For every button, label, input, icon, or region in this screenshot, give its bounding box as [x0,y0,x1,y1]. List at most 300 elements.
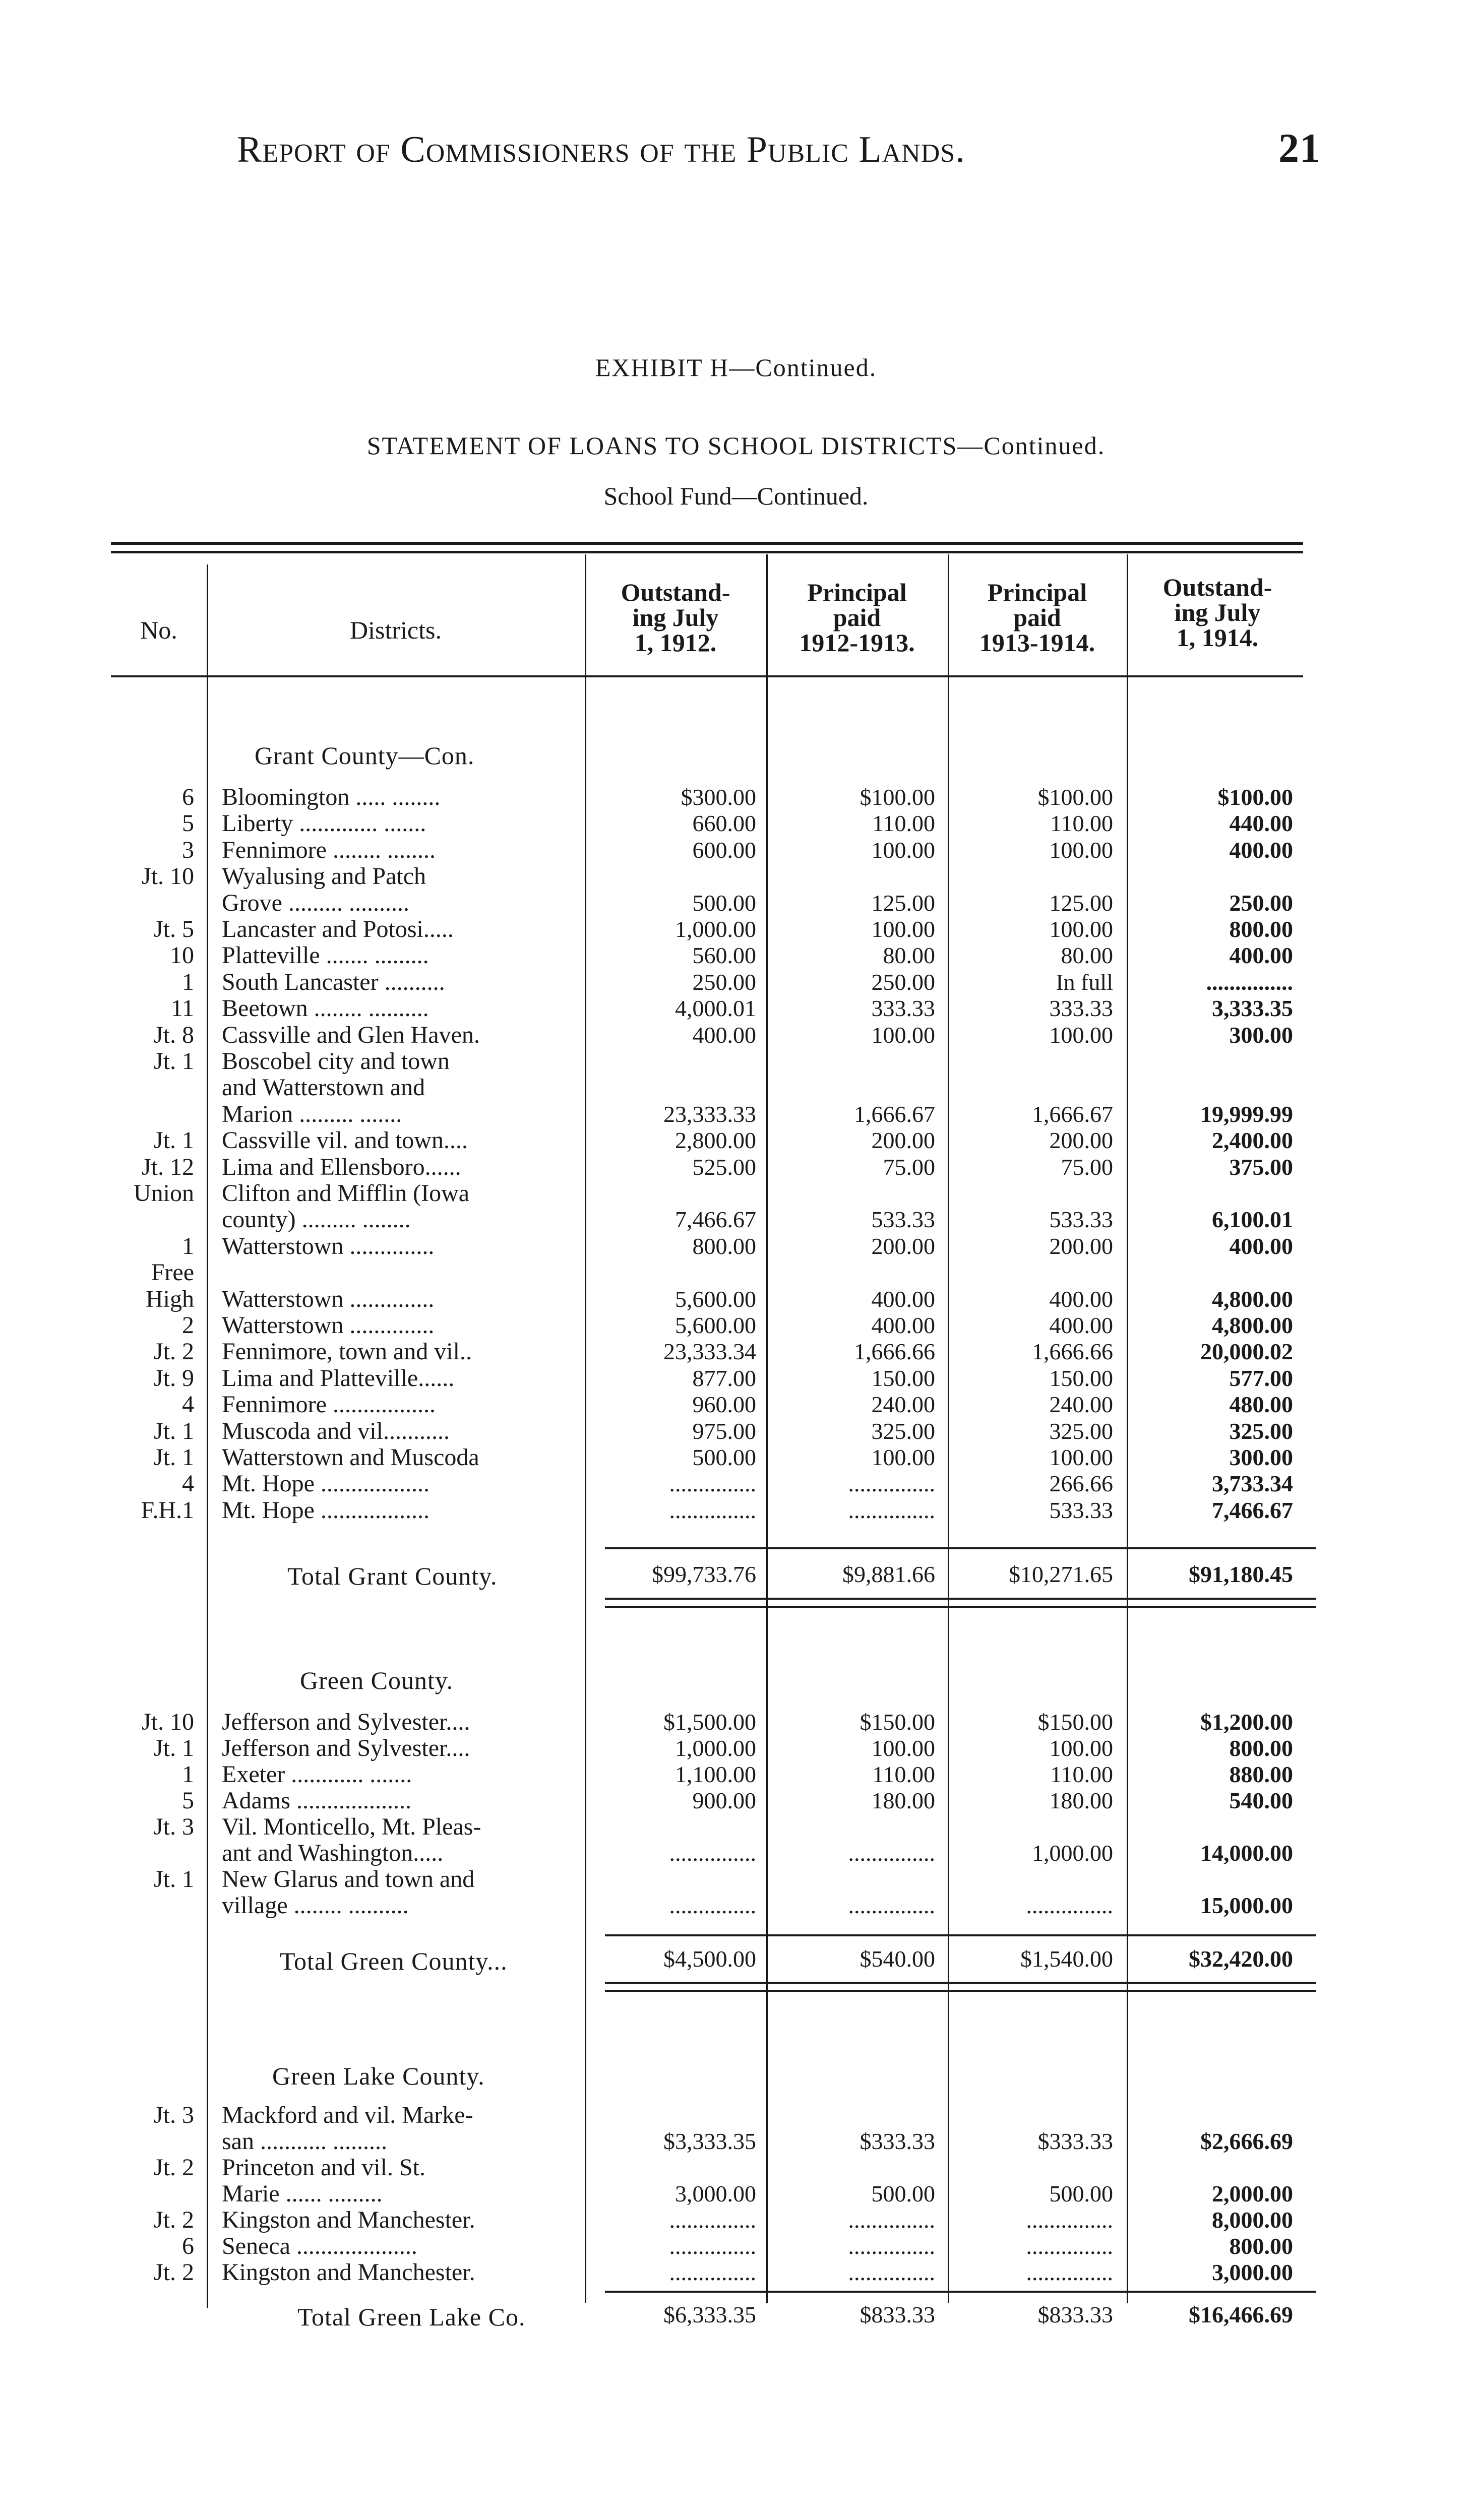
row-district: county) ......... ........ [222,1206,411,1233]
row-paid-1913-1914: $100.00 [1037,784,1113,810]
row-paid-1913-1914: 500.00 [1049,2181,1113,2207]
row-district: Kingston and Manchester. [222,2207,475,2233]
row-outstanding-1912: 1,100.00 [675,1761,756,1787]
row-number: 11 [170,995,194,1022]
row-paid-1912-1913: 100.00 [871,1444,935,1470]
row-district: Kingston and Manchester. [222,2259,475,2286]
row-number: Jt. 10 [141,1709,194,1735]
row-outstanding-1912: ............... [669,1471,756,1497]
row-outstanding-1912: ............... [669,2259,756,2285]
row-paid-1913-1914: 100.00 [1049,1022,1113,1048]
row-outstanding-1914: 4,800.00 [1212,1312,1293,1338]
table-row [0,1312,1472,1339]
header-outstanding-1912-l1: Outstand- [621,578,730,606]
header-outstanding-1912-l2: ing July [632,603,719,632]
row-district: Cassville and Glen Haven. [222,1021,480,1048]
row-district: New Glarus and town and [222,1866,475,1893]
row-district: Marion ......... ....... [222,1100,402,1127]
row-paid-1913-1914: 1,000.00 [1032,1840,1113,1866]
green-total-row [0,1945,1472,1973]
row-number: 5 [182,1787,194,1814]
row-paid-1912-1913: 1,666.67 [854,1101,935,1127]
row-outstanding-1912: $3,333.35 [663,2128,756,2154]
row-paid-1913-1914: 325.00 [1049,1418,1113,1444]
row-paid-1912-1913: 325.00 [871,1418,935,1444]
row-paid-1912-1913: 100.00 [871,916,935,942]
row-outstanding-1914: 250.00 [1229,890,1293,916]
green-total-v3: $1,540.00 [1020,1946,1113,1972]
row-district: village ........ .......... [222,1892,409,1919]
row-district: South Lancaster .......... [222,968,445,995]
header-principal-1912-1913 [766,580,948,655]
table-row [0,1180,1472,1207]
row-paid-1913-1914: 100.00 [1049,916,1113,942]
row-outstanding-1914: 3,733.34 [1212,1471,1293,1497]
row-district: Lancaster and Potosi..... [222,916,454,942]
row-outstanding-1912: 23,333.33 [663,1101,756,1127]
row-district: Watterstown .............. [222,1232,435,1259]
row-paid-1913-1914: 100.00 [1049,1444,1113,1470]
table-row [0,784,1472,811]
row-number: F.H.1 [141,1496,194,1524]
header-rule [111,675,1303,677]
row-paid-1912-1913: 150.00 [871,1365,935,1391]
row-outstanding-1912: 600.00 [692,837,756,863]
row-outstanding-1914: 800.00 [1229,916,1293,942]
row-paid-1912-1913: ............... [848,1497,935,1523]
row-district: Grove ......... .......... [222,889,409,916]
row-outstanding-1914: $100.00 [1217,784,1293,810]
row-district: Marie ...... ......... [222,2180,383,2207]
table-row [0,1365,1472,1392]
table-row [0,1709,1472,1736]
greenlake-total-v3: $833.33 [1037,2302,1113,2327]
row-paid-1913-1914: In full [1056,969,1113,995]
row-paid-1912-1913: ............... [848,2207,935,2233]
grant-total-rule-b2 [605,1606,1316,1608]
row-number: 1 [182,968,194,995]
top-rule-2 [111,551,1303,553]
row-outstanding-1914: 15,000.00 [1200,1893,1293,1918]
row-outstanding-1912: $1,500.00 [663,1709,756,1735]
header-outstanding-1912-l3: 1, 1912. [634,628,717,657]
row-outstanding-1914: 325.00 [1229,1418,1293,1444]
row-district: Lima and Ellensboro...... [222,1153,461,1180]
fund-caption: School Fund—Continued. [603,482,869,510]
row-paid-1912-1913: ............... [848,2233,935,2259]
row-paid-1912-1913: ............... [848,1893,935,1918]
row-number: Jt. 8 [153,1021,194,1048]
row-number: 4 [182,1470,194,1497]
row-district: Liberty ............. ....... [222,810,426,837]
row-paid-1913-1914: ............... [1026,2233,1113,2259]
table-row [0,2154,1472,2181]
table-row [0,1444,1472,1471]
row-district: Jefferson and Sylvester.... [222,1735,470,1761]
row-number: Jt. 2 [153,2207,194,2233]
row-outstanding-1912: 975.00 [692,1418,756,1444]
row-paid-1913-1914: $333.33 [1037,2128,1113,2154]
green-lake-county-title: Green Lake County. [272,2062,485,2090]
row-outstanding-1912: 400.00 [692,1022,756,1048]
grant-total-rule-top [605,1547,1316,1549]
row-district: Watterstown and Muscoda [222,1444,479,1471]
exhibit-caption: EXHIBIT H—Continued. [595,353,877,382]
row-outstanding-1912: ............... [669,2233,756,2259]
row-paid-1913-1914: 100.00 [1049,837,1113,863]
row-paid-1913-1914: ............... [1026,2259,1113,2285]
table-row [0,1892,1472,1919]
row-district: san ........... ......... [222,2128,387,2155]
table-row [0,837,1472,864]
greenlake-total-v2: $833.33 [860,2302,935,2327]
table-row [0,2102,1472,2129]
greenlake-total-v1: $6,333.35 [663,2302,756,2327]
row-paid-1913-1914: 240.00 [1049,1392,1113,1418]
row-district: and Watterstown and [222,1074,425,1101]
row-paid-1912-1913: 80.00 [883,942,935,969]
row-paid-1913-1914: 533.33 [1049,1497,1113,1523]
greenlake-total-v4: $16,466.69 [1189,2302,1293,2327]
greenlake-total-label: Total Green Lake Co. [297,2303,526,2331]
row-outstanding-1914: 400.00 [1229,942,1293,969]
row-paid-1913-1914: 80.00 [1061,942,1113,969]
row-outstanding-1914: 800.00 [1229,2233,1293,2259]
row-outstanding-1914: 577.00 [1229,1365,1293,1391]
running-head [237,125,1321,171]
row-paid-1912-1913: ............... [848,1471,935,1497]
row-outstanding-1914: 3,333.35 [1212,995,1293,1022]
table-row [0,1101,1472,1128]
row-paid-1912-1913: ............... [848,2259,935,2285]
table-row [0,1840,1472,1867]
row-paid-1912-1913: 250.00 [871,969,935,995]
header-outstanding-1914 [1127,575,1308,650]
row-district: Mt. Hope .................. [222,1470,430,1497]
row-outstanding-1912: $300.00 [681,784,756,810]
row-paid-1913-1914: $150.00 [1037,1709,1113,1735]
row-paid-1913-1914: 1,666.67 [1032,1101,1113,1127]
row-district: Boscobel city and town [222,1048,450,1075]
row-outstanding-1912: 5,600.00 [675,1286,756,1312]
grant-total-row [0,1561,1472,1588]
row-outstanding-1912: 23,333.34 [663,1339,756,1365]
row-outstanding-1914: 480.00 [1229,1392,1293,1418]
row-outstanding-1914: 20,000.02 [1200,1339,1293,1365]
row-number: Jt. 2 [153,2259,194,2286]
row-paid-1912-1913: 100.00 [871,1735,935,1761]
table-row [0,2233,1472,2260]
header-districts: Districts. [350,616,442,644]
row-outstanding-1914: 3,000.00 [1212,2259,1293,2285]
table-row [0,1418,1472,1445]
header-no: No. [140,616,177,644]
row-outstanding-1914: 2,400.00 [1212,1127,1293,1154]
row-number: High [146,1285,194,1312]
row-outstanding-1912: 560.00 [692,942,756,969]
row-outstanding-1914: 400.00 [1229,1233,1293,1259]
row-paid-1912-1913: 333.33 [871,995,935,1022]
row-outstanding-1914: 7,466.67 [1212,1497,1293,1523]
greenlake-total-row [0,2301,1472,2328]
row-paid-1912-1913: 125.00 [871,890,935,916]
row-district: Bloomington ..... ........ [222,784,441,810]
row-outstanding-1912: 2,800.00 [675,1127,756,1154]
header-outstanding-1914-l3: 1, 1914. [1176,623,1259,652]
row-outstanding-1914: 19,999.99 [1200,1101,1293,1127]
table-row [0,1233,1472,1260]
row-district: Exeter ............ ....... [222,1761,412,1788]
table-row [0,1761,1472,1788]
table-row [0,1866,1472,1893]
row-paid-1912-1913: $100.00 [860,784,935,810]
grant-total-v2: $9,881.66 [842,1561,935,1587]
row-outstanding-1914: 300.00 [1229,1444,1293,1470]
row-district: Beetown ........ .......... [222,995,429,1022]
table-row [0,1286,1472,1313]
table-row [0,2259,1472,2286]
row-outstanding-1912: 4,000.01 [675,995,756,1022]
row-number: Jt. 3 [153,2102,194,2128]
row-outstanding-1912: 7,466.67 [675,1207,756,1233]
row-outstanding-1912: ............... [669,1840,756,1866]
row-paid-1913-1914: 200.00 [1049,1127,1113,1154]
table-row [0,1391,1472,1418]
header-principal-1913-1914-l3: 1913-1914. [979,628,1095,657]
row-number: Jt. 1 [153,1048,194,1075]
row-number: Jt. 1 [153,1444,194,1471]
grant-total-rule-b1 [605,1598,1316,1600]
row-outstanding-1914: 14,000.00 [1200,1840,1293,1866]
row-district: ant and Washington..... [222,1840,444,1866]
row-paid-1912-1913: 240.00 [871,1392,935,1418]
row-outstanding-1912: ............... [669,1893,756,1918]
row-district: Seneca .................... [222,2233,417,2259]
row-number: 4 [182,1391,194,1418]
row-paid-1913-1914: 1,666.66 [1032,1339,1113,1365]
grant-total-v1: $99,733.76 [652,1561,756,1587]
row-paid-1913-1914: 75.00 [1061,1154,1113,1180]
row-outstanding-1914: 300.00 [1229,1022,1293,1048]
row-paid-1913-1914: 100.00 [1049,1735,1113,1761]
header-principal-1912-1913-l2: paid [833,603,881,632]
row-paid-1913-1914: 400.00 [1049,1286,1113,1312]
row-paid-1913-1914: 110.00 [1050,810,1113,837]
row-outstanding-1914: 2,000.00 [1212,2181,1293,2207]
green-total-v2: $540.00 [860,1946,935,1972]
header-outstanding-1914-l2: ing July [1174,598,1261,626]
row-district: Platteville ....... ......... [222,942,429,969]
row-outstanding-1914: 8,000.00 [1212,2207,1293,2233]
row-district: Vil. Monticello, Mt. Pleas- [222,1813,481,1840]
table-row [0,995,1472,1022]
green-total-rule-b1 [605,1982,1316,1984]
row-district: Mackford and vil. Marke- [222,2102,473,2128]
row-paid-1913-1914: 400.00 [1049,1312,1113,1338]
header-principal-1912-1913-l3: 1912-1913. [799,628,915,657]
header-principal-1912-1913-l1: Principal [807,578,907,606]
table-row [0,810,1472,837]
row-paid-1913-1914: 125.00 [1049,890,1113,916]
grant-county-title: Grant County—Con. [255,741,475,770]
row-number: Free [151,1259,194,1286]
table-row [0,1127,1472,1154]
row-number: Jt. 10 [141,863,194,890]
row-number: Jt. 3 [153,1813,194,1840]
row-paid-1912-1913: 75.00 [883,1154,935,1180]
row-number: 10 [170,942,194,969]
row-district: Fennimore ................. [222,1391,436,1418]
row-outstanding-1912: ............... [669,1497,756,1523]
row-district: Lima and Platteville...... [222,1364,455,1392]
green-total-label: Total Green County... [280,1947,508,1975]
row-paid-1912-1913: 110.00 [872,810,935,837]
table-row [0,2207,1472,2234]
row-paid-1912-1913: 400.00 [871,1286,935,1312]
row-outstanding-1912: 877.00 [692,1365,756,1391]
table-row [0,1338,1472,1365]
row-outstanding-1914: 440.00 [1229,810,1293,837]
green-total-v1: $4,500.00 [663,1946,756,1972]
row-district: Watterstown .............. [222,1285,435,1312]
row-paid-1912-1913: ............... [848,1840,935,1866]
row-number: Jt. 9 [153,1364,194,1392]
row-number: Jt. 12 [141,1153,194,1180]
row-number: 2 [182,1312,194,1339]
row-outstanding-1914: 540.00 [1229,1788,1293,1813]
row-district: Mt. Hope .................. [222,1496,430,1524]
row-outstanding-1914: 800.00 [1229,1735,1293,1761]
grant-total-v3: $10,271.65 [1009,1561,1113,1587]
row-paid-1912-1913: 533.33 [871,1207,935,1233]
row-outstanding-1914: $1,200.00 [1200,1709,1293,1735]
table-row [0,1787,1472,1814]
grant-total-label: Total Grant County. [287,1562,498,1590]
table-row [0,1206,1472,1233]
table-row [0,1813,1472,1841]
running-title: Report of Commissioners of the Public Lands. [237,129,965,170]
row-paid-1913-1914: ............... [1026,2207,1113,2233]
row-paid-1912-1913: $150.00 [860,1709,935,1735]
row-district: Muscoda and vil........... [222,1417,450,1444]
row-number: 3 [182,836,194,863]
table-row [0,2180,1472,2208]
row-number: Union [134,1180,194,1207]
table-row [0,1735,1472,1762]
header-outstanding-1914-l1: Outstand- [1162,573,1272,601]
row-district: Clifton and Mifflin (Iowa [222,1180,470,1207]
table-row [0,969,1472,996]
row-number: 5 [182,810,194,837]
row-paid-1913-1914: 150.00 [1049,1365,1113,1391]
row-number: Jt. 1 [153,1735,194,1761]
row-paid-1913-1914: 333.33 [1049,995,1113,1022]
row-paid-1912-1913: 110.00 [872,1761,935,1787]
row-outstanding-1912: ............... [669,2207,756,2233]
row-paid-1913-1914: 180.00 [1049,1788,1113,1813]
row-outstanding-1912: 250.00 [692,969,756,995]
header-principal-1913-1914-l2: paid [1013,603,1061,632]
table-row [0,1048,1472,1075]
row-outstanding-1912: 500.00 [692,890,756,916]
row-paid-1912-1913: 180.00 [871,1788,935,1813]
row-paid-1913-1914: 110.00 [1050,1761,1113,1787]
row-paid-1913-1914: ............... [1026,1893,1113,1918]
table-row [0,890,1472,917]
table-row [0,863,1472,890]
table-row [0,1497,1472,1524]
row-paid-1913-1914: 266.66 [1049,1471,1113,1497]
row-outstanding-1912: 800.00 [692,1233,756,1259]
row-outstanding-1914: 400.00 [1229,837,1293,863]
statement-caption: STATEMENT OF LOANS TO SCHOOL DISTRICTS—Continued. [366,431,1106,460]
row-number: Jt. 2 [153,2154,194,2181]
row-outstanding-1914: 6,100.01 [1212,1207,1293,1233]
row-district: Fennimore ........ ........ [222,836,436,863]
green-total-rule-b2 [605,1990,1316,1992]
row-number: Jt. 5 [153,916,194,942]
row-outstanding-1912: 500.00 [692,1444,756,1470]
row-paid-1912-1913: 500.00 [871,2181,935,2207]
table-row [0,916,1472,943]
row-paid-1912-1913: 100.00 [871,1022,935,1048]
row-number: Jt. 2 [153,1338,194,1365]
row-paid-1912-1913: 100.00 [871,837,935,863]
table-row [0,1074,1472,1101]
row-paid-1912-1913: 200.00 [871,1233,935,1259]
row-outstanding-1912: 900.00 [692,1788,756,1813]
header-outstanding-1912 [585,580,766,655]
row-paid-1913-1914: 533.33 [1049,1207,1113,1233]
page-number: 21 [1278,125,1321,171]
row-number: Jt. 1 [153,1866,194,1893]
header-principal-1913-1914-l1: Principal [987,578,1087,606]
row-outstanding-1912: 1,000.00 [675,916,756,942]
row-paid-1913-1914: 200.00 [1049,1233,1113,1259]
greenlake-total-rule-top [605,2291,1316,2293]
table-row [0,1022,1472,1049]
table-row [0,1470,1472,1497]
row-district: Fennimore, town and vil.. [222,1338,472,1365]
row-district: Cassville vil. and town.... [222,1127,468,1154]
table-row [0,1154,1472,1181]
row-outstanding-1912: 3,000.00 [675,2181,756,2207]
row-paid-1912-1913: 1,666.66 [854,1339,935,1365]
table-row [0,1259,1472,1286]
row-district: Adams ................... [222,1787,411,1814]
green-county-title: Green County. [300,1666,454,1694]
row-number: 1 [182,1232,194,1259]
row-outstanding-1912: 525.00 [692,1154,756,1180]
row-outstanding-1914: 375.00 [1229,1154,1293,1180]
row-paid-1912-1913: 200.00 [871,1127,935,1154]
row-number: 6 [182,2233,194,2259]
grant-total-v4: $91,180.45 [1189,1561,1293,1587]
row-district: Jefferson and Sylvester.... [222,1709,470,1735]
row-district: Watterstown .............. [222,1312,435,1339]
row-outstanding-1912: 960.00 [692,1392,756,1418]
green-total-v4: $32,420.00 [1189,1946,1293,1972]
row-district: Wyalusing and Patch [222,863,426,890]
row-number: Jt. 1 [153,1417,194,1444]
row-number: 6 [182,784,194,810]
table-row [0,942,1472,969]
row-outstanding-1914: ............... [1206,969,1293,995]
row-district: Princeton and vil. St. [222,2154,425,2181]
row-outstanding-1914: 4,800.00 [1212,1286,1293,1312]
row-outstanding-1914: 880.00 [1229,1761,1293,1787]
row-number: Jt. 1 [153,1127,194,1154]
